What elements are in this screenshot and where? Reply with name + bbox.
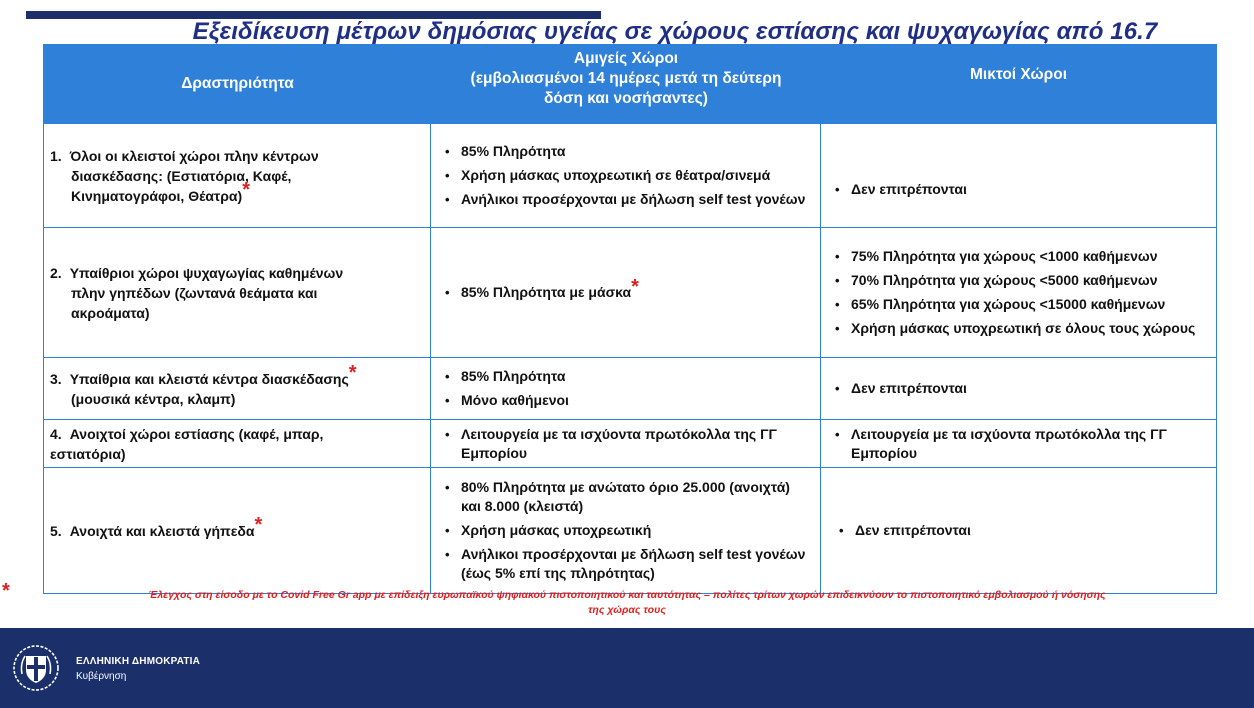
pure-cell: [431, 124, 821, 227]
activity-text: πλην γηπέδων (ζωντανά θεάματα και: [71, 284, 318, 301]
asterisk-icon: *: [2, 580, 10, 602]
list-item: • 85% Πληρότητα: [441, 142, 812, 161]
mixed-cell: [821, 124, 1216, 227]
footnote-line1: Έλεγχος στη είσοδο με το Covid Free Gr app με επίδειξη ευρωπαϊκού ψηφιακού πιστοποιητικού και ταυτότητας – πολίτες τρίτων χωρών επιδεικνύουν το πιστοποιητικό εμβολιασμού ή νόσησης: [148, 589, 1106, 601]
activity-text: Ανοιχτά και κλειστά γήπεδα: [69, 522, 255, 539]
activity-cell: [44, 358, 431, 419]
list-item: [441, 276, 812, 302]
list-item: • 65% Πληρότητα για χώρους <15000 καθήμενων: [831, 295, 1208, 314]
row-number: 3.: [50, 370, 62, 387]
footer-org-name: ΕΛΛΗΝΙΚΗ ΔΗΜΟΚΡΑΤΙΑ: [76, 656, 201, 667]
mixed-cell: [821, 228, 1216, 357]
activity-cell: [44, 468, 431, 593]
list-item: • Χρήση μάσκας υποχρεωτική: [441, 521, 812, 540]
table-row: [44, 357, 1216, 419]
activity-text: διασκέδασης: (Εστιατόρια, Καφέ,: [71, 167, 292, 184]
list-item: • 85% Πληρότητα: [441, 367, 812, 386]
table-row: [44, 123, 1216, 227]
table-row: [44, 227, 1216, 357]
list-item: • Δεν επιτρέπονται: [831, 379, 1208, 398]
list-item: • Δεν επιτρέπονται: [831, 180, 1208, 199]
list-item: • Δεν επιτρέπονται: [835, 521, 1208, 540]
pure-cell: [431, 228, 821, 357]
row-number: 2.: [50, 264, 62, 281]
row-number: 4.: [50, 425, 62, 442]
mixed-cell: [821, 358, 1216, 419]
list-item: • Λειτουργεία με τα ισχύοντα πρωτόκολλα της ΓΓ Εμπορίου: [441, 425, 812, 463]
activity-text: (μουσικά κέντρα, κλαμπ): [71, 390, 236, 407]
mixed-cell: [821, 468, 1216, 593]
table-row: [44, 467, 1216, 593]
activity-text: Όλοι οι κλειστοί χώροι πλην κέντρων: [69, 147, 319, 164]
row-number: 5.: [50, 522, 62, 539]
header-pure-line2: (εμβολιασμένοι 14 ημέρες μετά τη δεύτερη: [470, 70, 782, 87]
activity-text: ακροάματα): [71, 304, 150, 321]
list-item: • 70% Πληρότητα για χώρους <5000 καθήμενων: [831, 271, 1208, 290]
list-item: • Χρήση μάσκας υποχρεωτική σε όλους τους χώρους: [831, 319, 1208, 338]
table-header-row: [44, 45, 1216, 123]
footnote-line2: της χώρας τους: [588, 604, 666, 616]
asterisk-icon: *: [254, 513, 263, 536]
greek-coat-of-arms-icon: [12, 644, 60, 692]
activity-text: Υπαίθρια και κλειστά κέντρα διασκέδασης: [69, 370, 349, 387]
mixed-cell: [821, 420, 1216, 467]
activity-cell: [44, 420, 431, 467]
list-item-text: 85% Πληρότητα με μάσκα: [461, 284, 632, 300]
table-row: [44, 419, 1216, 467]
measures-table: [43, 44, 1217, 594]
activity-cell: [44, 228, 431, 357]
footer-sub-name: Κυβέρνηση: [76, 671, 127, 682]
activity-text: εστιατόρια): [50, 445, 126, 462]
header-pure-line1: Αμιγείς Χώροι: [573, 50, 679, 67]
asterisk-icon: *: [631, 276, 639, 298]
asterisk-icon: *: [242, 178, 250, 201]
header-pure-spaces: [431, 45, 821, 123]
activity-text: Ανοιχτοί χώροι εστίασης (καφέ, μπαρ,: [69, 425, 324, 442]
list-item: • 75% Πληρότητα για χώρους <1000 καθήμενων: [831, 247, 1208, 266]
pure-cell: [431, 420, 821, 467]
activity-text: Κινηματογράφοι, Θέατρα): [71, 187, 243, 204]
activity-cell: [44, 124, 431, 227]
row-number: 1.: [50, 147, 62, 164]
list-item: • Μόνο καθήμενοι: [441, 391, 812, 410]
list-item: • 80% Πληρότητα με ανώτατο όριο 25.000 (ανοιχτά) και 8.000 (κλειστά): [441, 478, 812, 516]
list-item: • Ανήλικοι προσέρχονται με δήλωση self test γονέων (έως 5% επί της πληρότητας): [441, 545, 812, 583]
pure-cell: [431, 468, 821, 593]
asterisk-icon: *: [348, 361, 357, 384]
footer-bar: [0, 628, 1254, 708]
footnote: [0, 580, 1254, 618]
header-mixed-spaces: Μικτοί Χώροι: [969, 66, 1068, 83]
list-item: • Χρήση μάσκας υποχρεωτική σε θέατρα/σινεμά: [441, 166, 812, 185]
header-activity: Δραστηριότητα: [181, 75, 294, 92]
activity-text: Υπαίθριοι χώροι ψυχαγωγίας καθημένων: [69, 264, 344, 281]
header-pure-line3: δόση και νοσήσαντες): [544, 90, 708, 107]
pure-cell: [431, 358, 821, 419]
list-item: • Λειτουργεία με τα ισχύοντα πρωτόκολλα της ΓΓ Εμπορίου: [831, 425, 1208, 463]
slide-title: Εξειδίκευση μέτρων δημόσιας υγείας σε χώρους εστίασης και ψυχαγωγίας από 16.7: [192, 18, 1158, 45]
list-item: • Ανήλικοι προσέρχονται με δήλωση self test γονέων: [441, 190, 812, 209]
